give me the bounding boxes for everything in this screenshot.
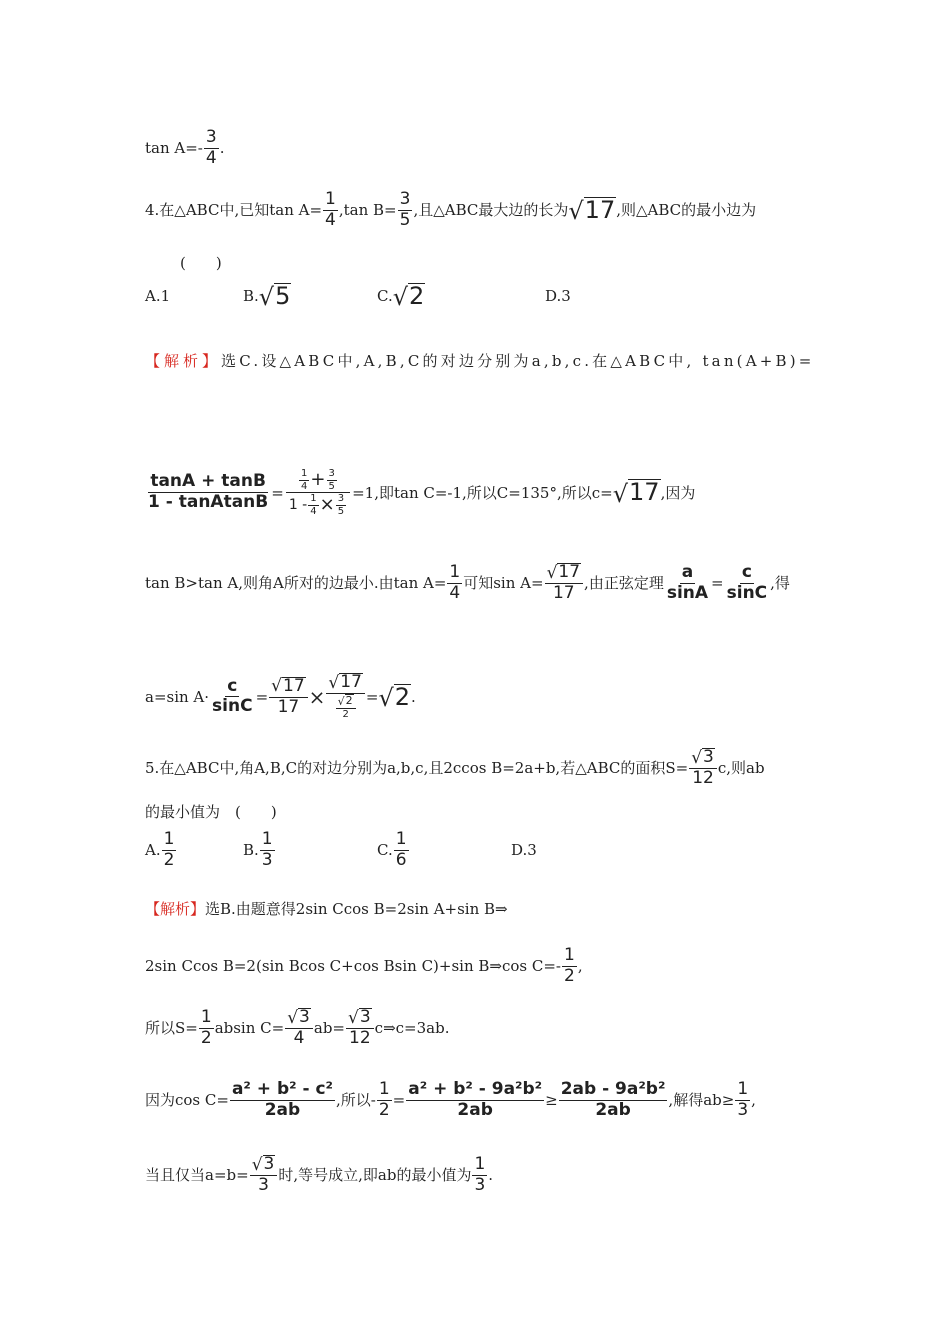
sol5-text-4: absin C= [214,1019,285,1038]
substituted-fraction [406,1080,544,1120]
answer-blank: ( ) [180,254,222,272]
q4-tanB-fraction [398,190,413,230]
sqrt17-over-17 [269,677,307,718]
sqrt3-over-12 [346,1008,374,1049]
fraction-denominator: 2 [564,965,575,986]
sine-law-c [725,563,770,603]
q5-text-2: c,则ab [717,759,765,778]
option-c-label: C. [377,287,393,305]
option-a: A.1 [145,287,171,305]
sub-fraction [336,493,346,517]
sol4-text-7: ,得 [770,574,790,593]
comma: , [751,1091,756,1110]
sol5-text-10: 当且仅当a=b= [145,1166,249,1185]
fraction-numerator: 1 [163,828,175,849]
cosC-fraction [562,946,577,986]
cosine-law-fraction [230,1080,335,1120]
min-value-fraction [472,1155,487,1195]
fraction-numerator [545,563,583,584]
radicand: 3 [299,1007,310,1027]
fraction-denominator: 12 [692,768,714,789]
sqrt: √ 3 [287,1007,310,1028]
compound-denominator [285,493,351,517]
fraction-denominator: 17 [552,583,575,604]
q4-stem [145,190,810,230]
fraction-numerator: 1 [310,493,317,504]
radicand: 2 [394,682,411,711]
equals-sign: = [392,1091,406,1110]
q5-text-3: 的最小值为 ( ) [145,803,277,821]
sol5-text-3: 所以S= [145,1019,198,1038]
fraction-numerator: 1 [474,1154,486,1175]
q3-suffix: . [219,139,225,158]
fraction-denominator: 2ab [457,1099,493,1120]
fraction-numerator: 1 [737,1079,749,1099]
equals-sign: = [255,687,269,706]
radicand: 17 [283,675,305,696]
option-b [243,281,291,312]
fraction-numerator [250,1155,278,1176]
fraction-numerator: c [227,675,238,696]
sol5-text-6: c⇒c=3ab. [374,1019,450,1038]
sol4-line-4 [145,673,810,721]
sol5-line-4 [145,1080,810,1120]
equals-sign: = [711,574,724,593]
sol5-text-8: ,所以- [335,1091,376,1110]
fraction-denominator: 4 [310,505,317,517]
fraction-denominator: 5 [328,480,335,492]
radicand: 3 [263,1154,275,1174]
sol5-line-3 [145,1008,810,1049]
fraction-numerator [689,748,717,769]
q4-text-3: ,且△ABC最大边的长为 [413,201,569,220]
option-b-label: B. [243,841,259,859]
fraction-denominator: 3 [258,1175,269,1196]
q4-text-1: 4.在△ABC中,已知tan A= [145,201,323,220]
sol5-line-5 [145,1155,810,1196]
times-sign: × [319,493,335,515]
fraction-numerator: 1 [200,1007,212,1028]
fraction-denominator: sinC [726,582,768,603]
fraction-numerator: tanA + tanB [150,471,266,492]
solution-tag: 【解析】 [145,352,222,370]
sinA-fraction [545,563,583,604]
radicand: 2 [409,281,425,310]
radicand: 17 [584,195,616,224]
radicand: 17 [629,478,660,507]
one-minus: 1 - [288,496,308,513]
q5-stem [145,748,810,789]
radicand: 5 [275,281,291,310]
half-fraction [377,1080,392,1120]
radicand: 3 [703,747,714,767]
option-a-label: A. [145,841,161,859]
equals-sign: = [271,483,284,502]
option-a-fraction [162,830,177,870]
fraction-denominator: 3 [474,1174,486,1195]
comma: , [577,957,583,976]
radicand: 3 [359,1007,371,1027]
sqrt3-over-3 [250,1155,278,1196]
fraction-numerator: a² + b² - 9a²b² [408,1079,543,1099]
sol5-line-1 [145,899,810,919]
fraction-denominator: 4 [449,582,461,603]
sub-fraction [327,468,337,492]
solution-tag: 【解析】 [145,900,206,918]
sol5-text-11: 时,等号成立,即ab的最小值为 [278,1166,472,1185]
sqrt17-over-half-sqrt2 [326,673,364,721]
q4-text-2: ,tan B= [338,201,397,220]
fraction-numerator [346,1008,374,1029]
sol4-text-3: ,因为 [660,483,696,502]
bound-fraction [559,1080,668,1120]
fraction-denominator: 4 [293,1028,305,1049]
equals-sign: = [365,687,379,706]
radicand: 2 [345,694,353,708]
plus-sign: + [310,468,326,490]
sol4-text-2: =1,即tan C=-1,所以C=135°,所以c= [352,483,613,502]
fraction-denominator: 2 [200,1027,212,1048]
sqrt: √ 3 [348,1007,371,1028]
option-d: D.3 [511,841,537,859]
sqrt: √ 3 [691,747,714,768]
sol4-line-3 [145,563,810,604]
fraction-denominator: 5 [399,209,411,230]
fraction-numerator: 1 [378,1079,390,1099]
sqrt: √ 3 [251,1154,275,1175]
fraction-numerator: 1 [325,189,336,209]
q4-answer-paren [180,253,810,273]
sub-fraction [308,493,318,517]
fraction-denominator: 1 - tanAtanB [148,492,269,512]
fraction-denominator: sinC [212,696,253,717]
fraction-numerator: 3 [337,493,345,504]
half-fraction [199,1008,214,1048]
sol4-text-5: 可知sin A= [463,574,544,593]
q4-sqrt: √ 17 [568,195,616,226]
q4-tanA-fraction [323,190,338,230]
option-c-sqrt: √ 2 [392,281,425,312]
fraction-numerator: 1 [564,945,575,965]
sqrt: √ 2 [337,694,353,708]
fraction-denominator: 17 [277,696,300,717]
sol5-text-9: ,解得ab≥ [668,1091,735,1110]
sub-fraction [336,694,356,721]
q3-answer-line [145,128,810,168]
fraction-denominator: 6 [395,849,407,870]
fraction-denominator: 3 [737,1099,749,1120]
option-a [145,830,177,870]
fraction-numerator: 3 [205,127,217,147]
sol5-text-2: 2sin Ccos B=2(sin Bcos C+cos Bsin C)+sin B⇒cos C=- [145,957,561,976]
q4-text-4: ,则△ABC的最小边为 [616,201,757,220]
fraction-denominator: 12 [349,1028,371,1049]
geq-sign: ≥ [545,1091,558,1110]
sol5-text-7: 因为cos C= [145,1091,229,1110]
fraction-numerator: 1 [261,828,273,849]
option-c [377,830,410,870]
sol4-text-1: 选C.设△ABC中,A,B,C的对边分别为a,b,c.在△ABC中, tan(A+B)= [221,352,815,370]
sqrt: √ 17 [328,672,362,693]
fraction-numerator: 2ab - 9a²b² [560,1079,666,1099]
sub-fraction [299,468,309,492]
q3-prefix: tan A=- [145,139,203,158]
option-c-fraction [394,830,409,870]
fraction-numerator: 3 [399,189,411,209]
option-c [377,281,425,312]
compound-numerator [286,468,350,493]
fraction-denominator: 2 [163,849,175,870]
period: . [488,1166,494,1185]
sine-law-a [665,563,710,603]
times-sign: × [308,684,326,709]
q5-text-1: 5.在△ABC中,角A,B,C的对边分别为a,b,c,且2ccos B=2a+b,若△ABC的面积S= [145,759,689,778]
q5-stem-2 [145,802,810,822]
third-fraction [735,1080,750,1120]
substituted-fraction [285,468,351,517]
sqrt: √ 17 [271,675,305,697]
option-b [243,830,276,870]
fraction-denominator: 2 [378,1099,390,1120]
fraction-numerator: 3 [328,468,335,479]
option-b-fraction [260,830,275,870]
sol5-text-5: ab= [313,1019,345,1038]
fraction-numerator [269,677,307,698]
sol4-sqrt17: √ 17 [612,478,660,508]
result-sqrt2: √ 2 [378,682,411,713]
fraction-numerator: 1 [449,562,461,583]
fraction-numerator: 1 [395,828,407,849]
sol5-line-2 [145,946,810,986]
fraction-denominator: 4 [325,209,336,230]
sol4-text-4: tan B>tan A,则角A所对的边最小.由tan A= [145,574,447,593]
sol4-line-2 [145,468,810,517]
fraction-denominator: 3 [261,849,273,870]
fraction-numerator: c [741,562,752,583]
sqrt: √ 17 [546,562,581,583]
area-coefficient [689,748,717,789]
fraction-denominator: 2ab [595,1099,631,1120]
radicand: 17 [558,562,581,582]
fraction-numerator: a [681,562,694,583]
radicand: 17 [340,672,362,692]
tan-sum-formula [146,472,270,512]
c-over-sinC [210,677,255,717]
sol4-text-6: ,由正弦定理 [584,574,664,593]
fraction-denominator: 2ab [264,1099,301,1120]
sol4-text-8: a=sin A· [145,687,210,706]
fraction-denominator: sinA [666,582,709,603]
fraction-denominator: 5 [337,505,345,517]
fraction-numerator [285,1008,313,1029]
fraction-denominator: 2 [342,709,349,721]
period: . [411,687,416,706]
fraction-numerator: a² + b² - c² [231,1079,333,1099]
sqrt3-over-4 [285,1008,313,1049]
sol4-line-1 [145,351,815,371]
fraction-numerator [326,673,364,694]
fraction-denominator: 4 [301,480,308,492]
option-d: D.3 [545,287,571,305]
fraction-denominator [333,694,359,721]
tanA-fraction [447,563,462,603]
fraction-denominator: 4 [205,147,217,168]
sol5-text-1: 选B.由题意得2sin Ccos B=2sin A+sin B⇒ [205,900,508,918]
option-b-label: B. [243,287,259,305]
option-c-label: C. [377,841,393,859]
q3-fraction [204,128,219,168]
fraction-numerator: 1 [301,468,308,479]
fraction-numerator [336,694,356,709]
option-b-sqrt: √ 5 [258,281,291,312]
